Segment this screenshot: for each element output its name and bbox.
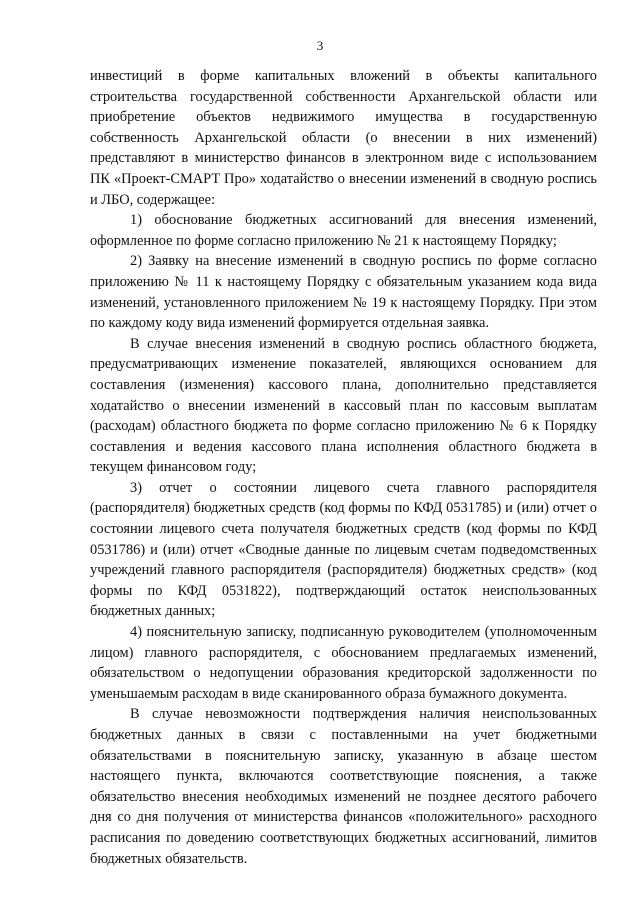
document-body: [90, 66, 597, 869]
paragraph-item-2: 2) Заявку на внесение изменений в сводную роспись по форме согласно приложению № 11 к настоящему Порядку с обязательным указанием кода вида изменений, установленного приложением № 19 к настоящему Порядку. При этом по каждому коду вида изменений формируется отдельная заявка.: [90, 253, 597, 332]
paragraph-cash-plan: В случае внесения изменений в сводную роспись областного бюджета, предусматривающих изменение показателей, являющихся основанием для составления (изменения) кассового плана, дополнительно представляется ходатайство о внесении изменений в кассовый план по кассовым выплатам (расходам) областного бюджета по форме согласно приложению № 6 к Порядку составления и ведения кассового плана исполнения областного бюджета в текущем финансовом году;: [90, 335, 597, 476]
paragraph-impossibility: В случае невозможности подтверждения наличия неиспользованных бюджетных данных в связи с поставленными на учет бюджетными обязательствами в пояснительную записку, указанную в абзаце шестом настоящего пункта, включаются соответствующие пояснения, а также обязательство внесения необходимых изменений не позднее десятого рабочего дня со дня получения от министерства финансов «положительного» расходного расписания по доведению соответствующих бюджетных ассигнований, лимитов бюджетных обязательств.: [90, 706, 597, 867]
paragraph-intro: инвестиций в форме капитальных вложений в объекты капитального строительства государственной собственности Архангельской области или приобретение объектов недвижимого имущества в государственную собственность Архангельской области (о внесении в них изменений) представляют в министерство финансов в электронном виде с использованием ПК «Проект-СМАРТ Про» ходатайство о внесении изменений в сводную роспись и ЛБО, содержащее:: [90, 68, 597, 208]
paragraph-item-1: 1) обоснование бюджетных ассигнований для внесения изменений, оформленное по форме согласно приложению № 21 к настоящему Порядку;: [90, 212, 597, 249]
page-number: 3: [316, 38, 324, 53]
paragraph-item-4: 4) пояснительную записку, подписанную руководителем (уполномоченным лицом) главного распорядителя, с обоснованием предлагаемых изменений, обязательством о недопущении образования кредиторской задолженности по уменьшаемым расходам в виде сканированного образа бумажного документа.: [90, 624, 597, 702]
paragraph-item-3: 3) отчет о состоянии лицевого счета главного распорядителя (распорядителя) бюджетных средств (код формы по КФД 0531785) и (или) отчет о состоянии лицевого счета получателя бюджетных средств (код формы по КФД 0531786) и (или) отчет «Сводные данные по лицевым счетам подведомственных учреждений главного распорядителя (распорядителя) бюджетных средств» (код формы по КФД 0531822), подтверждающий остаток неиспользованных бюджетных данных;: [90, 479, 597, 620]
